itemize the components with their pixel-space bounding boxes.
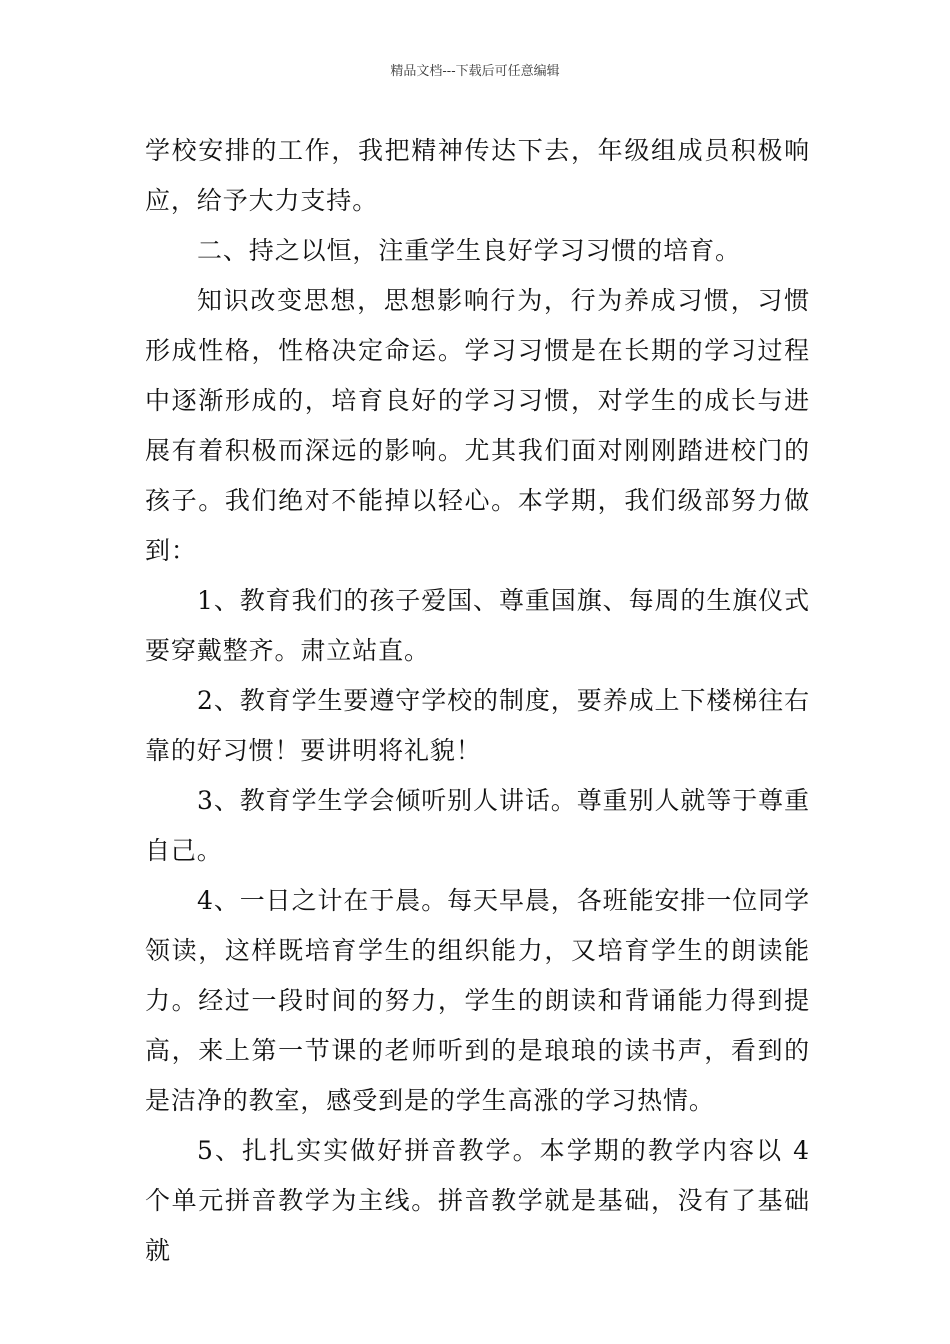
paragraph-3: 知识改变思想，思想影响行为，行为养成习惯，习惯形成性格，性格决定命运。学习习惯是在长期的学习过程中逐渐形成的，培育良好的学习习惯，对学生的成长与进展有着积极而深远的影响。尤其我们面对刚刚踏进校门的孩子。我们绝对不能掉以轻心。本学期，我们级部努力做到： bbox=[145, 286, 810, 565]
list-item-3: 3、教育学生学会倾听别人讲话。尊重别人就等于尊重自己。 bbox=[145, 786, 810, 865]
list-item-4: 4、一日之计在于晨。每天早晨，各班能安排一位同学领读，这样既培育学生的组织能力，又培育学生的朗读能力。经过一段时间的努力，学生的朗读和背诵能力得到提高，来上第一节课的老师听到的是琅琅的读书声，看到的是洁净的教室，感受到是的学生高涨的学习热情。 bbox=[145, 886, 810, 1115]
list-item-5: 5、扎扎实实做好拼音教学。本学期的教学内容以 4 个单元拼音教学为主线。拼音教学就是基础，没有了基础就 bbox=[145, 1136, 810, 1265]
page-header: 精品文档---下载后可任意编辑 bbox=[390, 64, 560, 79]
document-body bbox=[145, 126, 810, 1276]
list-item-1: 1、教育我们的孩子爱国、尊重国旗、每周的生旗仪式要穿戴整齐。肃立站直。 bbox=[145, 586, 810, 665]
paragraph-1: 学校安排的工作，我把精神传达下去，年级组成员积极响应，给予大力支持。 bbox=[145, 136, 810, 215]
list-item-2: 2、教育学生要遵守学校的制度，要养成上下楼梯往右靠的好习惯！要讲明将礼貌！ bbox=[145, 686, 810, 765]
section-heading-2: 二、持之以恒，注重学生良好学习习惯的培育。 bbox=[197, 236, 741, 265]
